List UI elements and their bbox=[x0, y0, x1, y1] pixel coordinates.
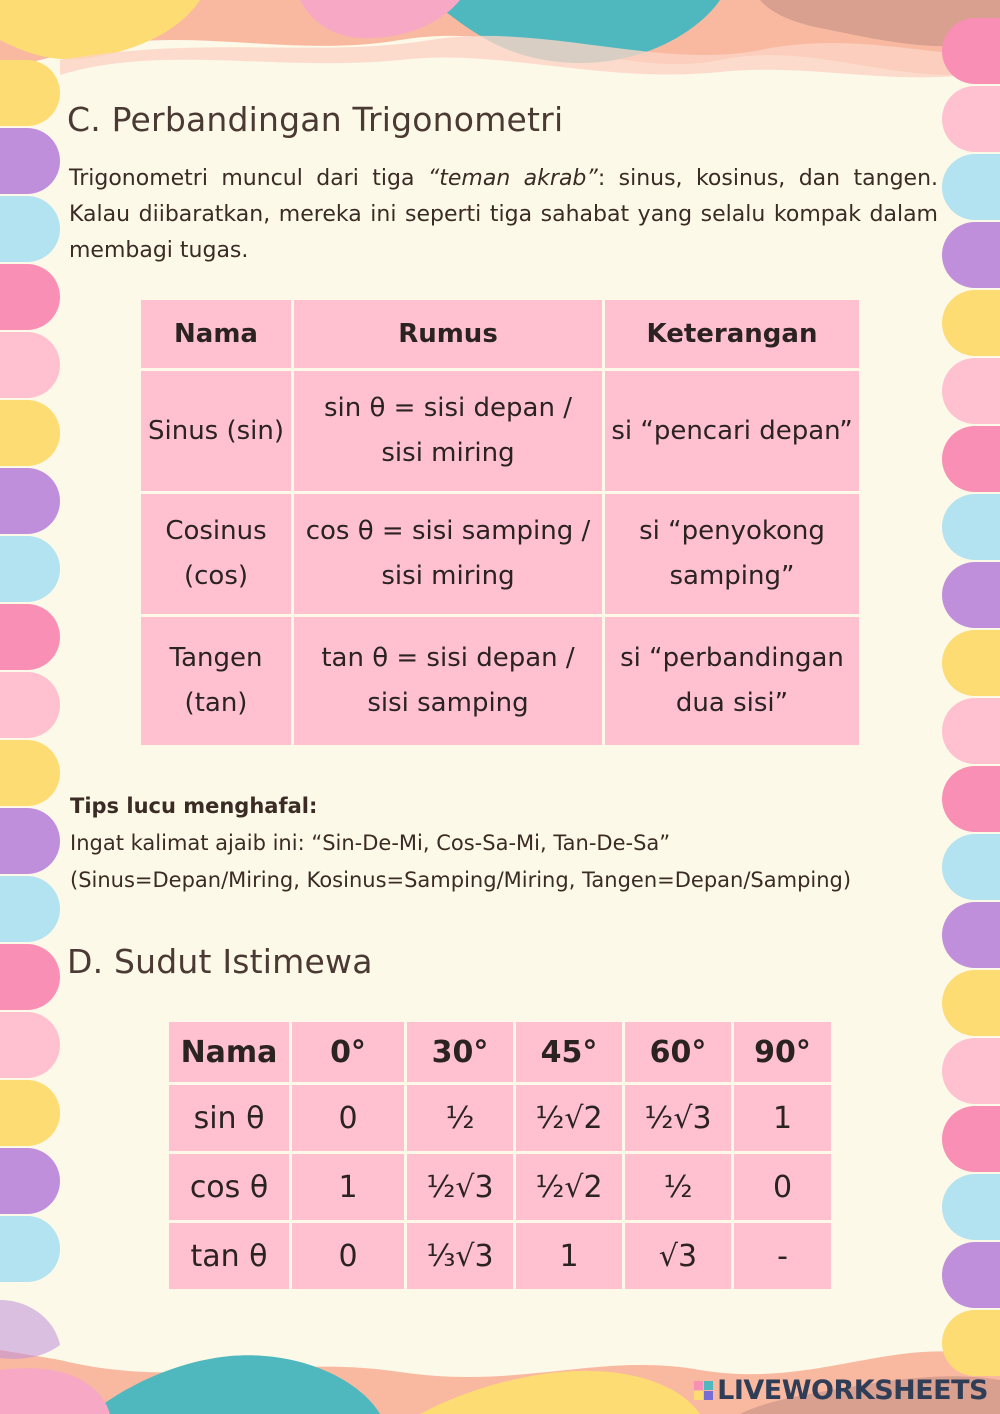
intro-text-italic: “teman akrab” bbox=[427, 166, 598, 191]
header-keterangan: Keterangan bbox=[604, 299, 861, 370]
table-cell: ⅓√3 bbox=[406, 1222, 515, 1291]
table-cell: ½√3 bbox=[624, 1084, 733, 1153]
brand-name: LIVEWORKSHEETS bbox=[717, 1375, 988, 1406]
table-cell: 1 bbox=[515, 1222, 624, 1291]
row-label: sin θ bbox=[168, 1084, 291, 1153]
header-angle-45: 45° bbox=[515, 1021, 624, 1084]
cell-nama: Sinus (sin) bbox=[140, 370, 293, 493]
liveworksheets-logo-icon bbox=[694, 1381, 713, 1400]
table-cell: 0 bbox=[291, 1084, 406, 1153]
table-row bbox=[140, 493, 861, 616]
header-angle-90: 90° bbox=[733, 1021, 833, 1084]
table-cell: 1 bbox=[291, 1153, 406, 1222]
table-row bbox=[168, 1153, 833, 1222]
header-angle-0: 0° bbox=[291, 1021, 406, 1084]
section-c-intro bbox=[69, 161, 938, 269]
row-label: tan θ bbox=[168, 1222, 291, 1291]
table-row bbox=[168, 1222, 833, 1291]
cell-keterangan: si “penyokong samping” bbox=[604, 493, 861, 616]
cell-keterangan: si “pencari depan” bbox=[604, 370, 861, 493]
row-label: cos θ bbox=[168, 1153, 291, 1222]
table-row bbox=[140, 616, 861, 747]
section-c-title: C. Perbandingan Trigonometri bbox=[67, 100, 564, 139]
header-angle-60: 60° bbox=[624, 1021, 733, 1084]
table-cell: 1 bbox=[733, 1084, 833, 1153]
cell-keterangan: si “perbandingan dua sisi” bbox=[604, 616, 861, 747]
intro-text-end: : sinus, kosinus, dan tangen. Kalau diibaratkan, mereka ini seperti tiga sahabat yang selalu kompak dalam membagi tugas. bbox=[69, 166, 939, 263]
cell-nama: Tangen (tan) bbox=[140, 616, 293, 747]
tips-line-1: Ingat kalimat ajaib ini: “Sin-De-Mi, Cos-Sa-Mi, Tan-De-Sa” bbox=[70, 831, 671, 855]
trig-ratio-table bbox=[138, 297, 862, 748]
table-cell: √3 bbox=[624, 1222, 733, 1291]
table-cell: 0 bbox=[733, 1153, 833, 1222]
table-cell: ½ bbox=[624, 1153, 733, 1222]
section-d-title: D. Sudut Istimewa bbox=[67, 942, 373, 981]
header-angle-30: 30° bbox=[406, 1021, 515, 1084]
intro-text-start: Trigonometri muncul dari tiga bbox=[69, 166, 428, 191]
table-cell: 0 bbox=[291, 1222, 406, 1291]
header-nama: Nama bbox=[140, 299, 293, 370]
table-header-row bbox=[168, 1021, 833, 1084]
memory-tips bbox=[70, 788, 950, 899]
cell-rumus: tan θ = sisi depan / sisi samping bbox=[293, 616, 604, 747]
tips-line-2: (Sinus=Depan/Miring, Kosinus=Samping/Miring, Tangen=Depan/Samping) bbox=[70, 868, 852, 892]
header-nama: Nama bbox=[168, 1021, 291, 1084]
table-cell: ½√3 bbox=[406, 1153, 515, 1222]
tips-title: Tips lucu menghafal: bbox=[70, 794, 318, 818]
liveworksheets-link[interactable] bbox=[694, 1375, 988, 1406]
table-cell: ½ bbox=[406, 1084, 515, 1153]
table-cell: ½√2 bbox=[515, 1153, 624, 1222]
table-cell: - bbox=[733, 1222, 833, 1291]
cell-rumus: sin θ = sisi depan / sisi miring bbox=[293, 370, 604, 493]
table-header-row bbox=[140, 299, 861, 370]
special-angle-table bbox=[166, 1019, 834, 1292]
cell-rumus: cos θ = sisi samping / sisi miring bbox=[293, 493, 604, 616]
table-row bbox=[168, 1084, 833, 1153]
table-row bbox=[140, 370, 861, 493]
header-rumus: Rumus bbox=[293, 299, 604, 370]
cell-nama: Cosinus (cos) bbox=[140, 493, 293, 616]
table-cell: ½√2 bbox=[515, 1084, 624, 1153]
